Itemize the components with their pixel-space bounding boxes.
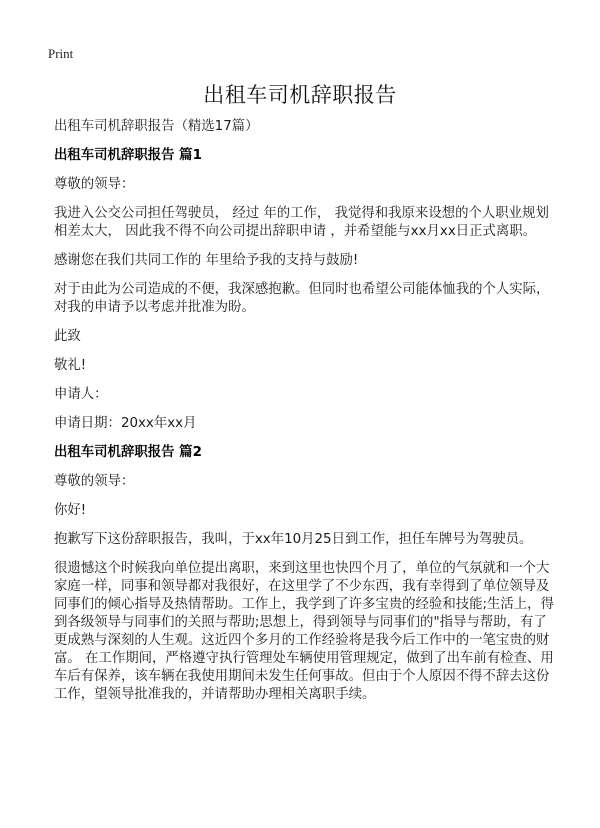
paragraph: 对于由此为公司造成的不便，我深感抱歉。但同时也希望公司能体恤我的个人实际，对我的申请予以考虑并批准为盼。 <box>54 282 550 315</box>
paragraph: 抱歉写下这份辞职报告，我叫，于xx年10月25日到工作，担任车牌号为驾驶员。 <box>54 532 533 547</box>
print-label: Print <box>48 46 74 61</box>
section-heading-2: 出租车司机辞职报告 篇2 <box>54 445 202 460</box>
closing: 此致 <box>54 329 81 344</box>
salutation: 尊敬的领导： <box>54 177 135 192</box>
closing: 敬礼! <box>54 358 87 373</box>
document-title: 出租车司机辞职报告 <box>203 83 397 107</box>
paragraph: 感谢您在我们共同工作的 年里给予我的支持与鼓励! <box>54 253 359 268</box>
document-subtitle: 出租车司机辞职报告（精选17篇） <box>54 119 259 134</box>
salutation: 尊敬的领导： <box>54 474 135 489</box>
section-heading-1: 出租车司机辞职报告 篇1 <box>54 148 202 163</box>
document-body <box>54 118 559 715</box>
paragraph: 我进入公交公司担任驾驶员， 经过 年的工作， 我觉得和我原来设想的个人职业规划相差太大， 因此我不得不向公司提出辞职申请 ，并希望能与xx月xx日正式离职。 <box>54 206 549 239</box>
applicant: 申请人： <box>54 387 108 402</box>
application-date: 申请日期：20xx年xx月 <box>54 416 197 431</box>
paragraph: 很遗憾这个时候我向单位提出离职，来到这里也快四个月了，单位的气氛就和一个大家庭一样，同事和领导都对我很好，在这里学了不少东西，我有幸得到了单位领导及同事们的倾心指导及热情帮助。工作上，我学到了许多宝贵的经验和技能;生活上，得到各级领导与同事们的关照与帮助;思想上，得到领导与同事们的"指导与帮助，有了更成熟与深刻的人生观。这近四个多月的工作经验将是我今后工作中的一笔宝贵的财富。 在工作期间，严格遵守执行管理处车辆使用管理规定，做到了出车前有检查、用车后有保养，该车辆在我使用期间未发生任何事故。但由于个人原因不得不辞去这份工作，望领导批准我的，并请帮助办理相关离职手续。 <box>54 561 554 702</box>
greeting: 你好! <box>54 503 87 518</box>
